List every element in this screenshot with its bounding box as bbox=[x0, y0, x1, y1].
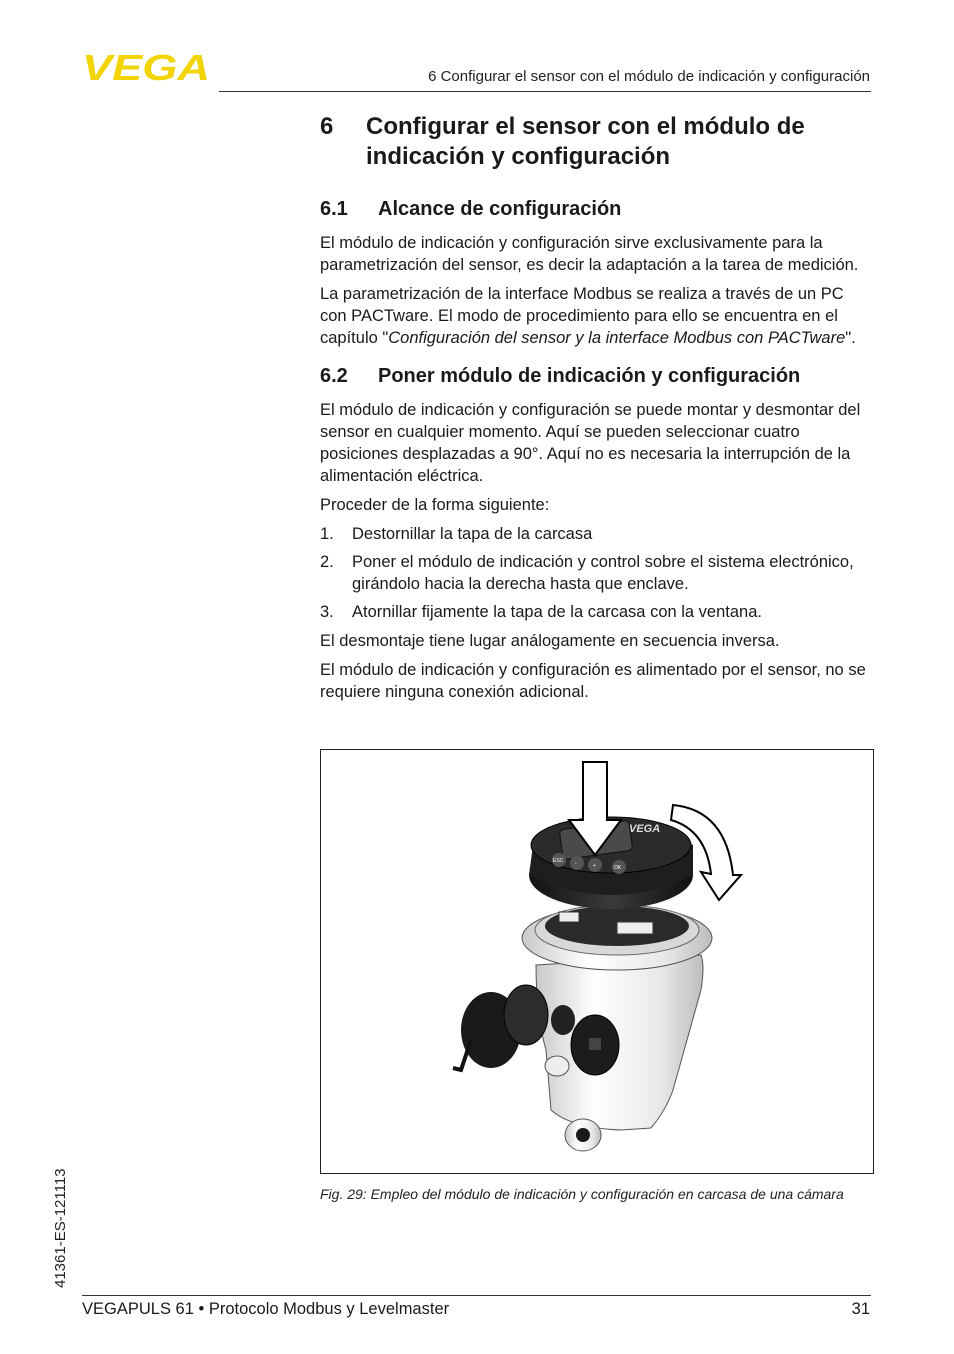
cable-icon bbox=[453, 1040, 471, 1070]
list-item bbox=[320, 523, 872, 545]
header-rule bbox=[219, 91, 871, 92]
section-number: 6.2 bbox=[320, 365, 348, 387]
step-number: 2. bbox=[320, 553, 334, 571]
fitting-bore bbox=[576, 1128, 590, 1142]
list-item bbox=[320, 601, 872, 623]
figure-illustration bbox=[320, 749, 874, 1174]
steps-list bbox=[320, 523, 872, 623]
plug-icon bbox=[551, 1005, 575, 1035]
chapter-number: 6 bbox=[320, 113, 334, 140]
paragraph: El módulo de indicación y configuración sirve exclusivamente para la parametrización del sensor, es decir la adaptación a la tarea de medición. bbox=[320, 234, 859, 274]
button-label: - bbox=[575, 861, 577, 867]
module-brand: VEGA bbox=[629, 823, 661, 835]
step-text: Destornillar la tapa de la carcasa bbox=[352, 525, 593, 543]
paragraph: Proceder de la forma siguiente: bbox=[320, 496, 550, 514]
paragraph: El módulo de indicación y configuración se puede montar y desmontar del sensor en cualquier momento. Aquí se pueden seleccionar cuatro posiciones desplazadas a 90°. Aquí no es necesaria la interrupción de la alimentación eléctrica. bbox=[320, 401, 861, 485]
paragraph bbox=[320, 283, 872, 349]
figure-caption: Fig. 29: Empleo del módulo de indicación y configuración en carcasa de una cámara bbox=[320, 1186, 844, 1202]
list-item bbox=[320, 551, 872, 595]
button-label: + bbox=[593, 863, 596, 869]
paragraph: El módulo de indicación y configuración es alimentado por el sensor, no se requiere ninguna conexión adicional. bbox=[320, 661, 866, 701]
chapter-title: Configurar el sensor con el módulo de indicación y configuración bbox=[366, 113, 805, 170]
document-code: 41361-ES-121113 bbox=[52, 1168, 69, 1288]
gland-nut-icon bbox=[504, 985, 548, 1045]
running-header: 6 Configurar el sensor con el módulo de indicación y configuración bbox=[428, 68, 870, 85]
footer-product: VEGAPULS 61 • Protocolo Modbus y Levelmaster bbox=[82, 1300, 450, 1318]
step-text: Poner el módulo de indicación y control sobre el sistema electrónico, girándolo hacia la derecha hasta que enclave. bbox=[352, 553, 854, 593]
sensor-housing-drawing bbox=[321, 750, 873, 1173]
chapter-heading bbox=[320, 112, 872, 172]
main-content bbox=[320, 112, 872, 710]
section-heading-1 bbox=[320, 196, 872, 222]
ground-screw-icon bbox=[545, 1056, 569, 1076]
page-number: 31 bbox=[851, 1300, 870, 1318]
housing-body bbox=[536, 955, 703, 1130]
logo-text: VEGA bbox=[82, 52, 210, 82]
step-text: Atornillar fijamente la tapa de la carcasa con la ventana. bbox=[352, 603, 762, 621]
paragraph-text: La parametrización de la interface Modbus se realiza a través de un PC con PACTware. El modo de procedimiento para ello se encuentra en el capítulo " bbox=[320, 285, 844, 347]
terminal-block-icon bbox=[617, 922, 653, 934]
hex-socket-icon bbox=[589, 1038, 601, 1050]
step-number: 1. bbox=[320, 525, 334, 543]
button-label: ESC bbox=[553, 858, 564, 864]
paragraph-text: ". bbox=[845, 329, 856, 347]
footer-rule bbox=[82, 1295, 871, 1296]
section-heading-2 bbox=[320, 363, 872, 389]
button-label: OK bbox=[614, 865, 622, 871]
section-number: 6.1 bbox=[320, 198, 348, 220]
vega-logo bbox=[82, 52, 212, 82]
section-title: Alcance de configuración bbox=[378, 198, 622, 220]
cross-reference: Configuración del sensor y la interface Modbus con PACTware bbox=[388, 329, 846, 347]
step-number: 3. bbox=[320, 603, 334, 621]
paragraph: El desmontaje tiene lugar análogamente en secuencia inversa. bbox=[320, 632, 780, 650]
terminal-block-icon bbox=[559, 912, 579, 922]
section-title: Poner módulo de indicación y configuración bbox=[378, 365, 801, 387]
button-minus-icon bbox=[570, 856, 584, 870]
